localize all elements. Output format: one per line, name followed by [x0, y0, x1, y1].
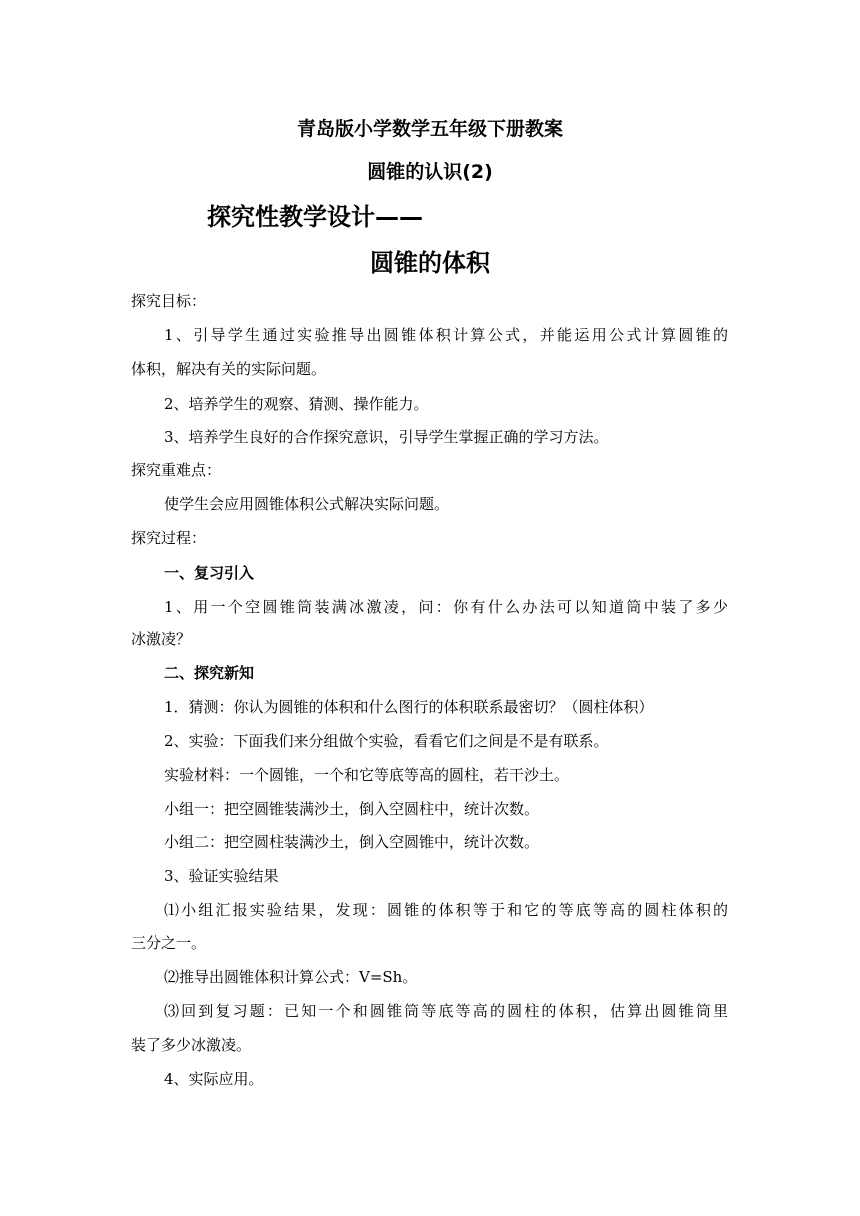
process-heading: 探究过程：	[131, 529, 207, 547]
materials-text: 实验材料：一个圆锥，一个和它等底等高的圆柱，若干沙土。	[164, 766, 570, 784]
apply-heading: 4、实际应用。	[164, 1070, 264, 1088]
group-1-text: 小组一：把空圆锥装满沙土，倒入空圆柱中，统计次数。	[164, 800, 540, 818]
document-title: 青岛版小学数学五年级下册教案	[296, 118, 563, 140]
part-2-heading: 二、探究新知	[164, 664, 255, 682]
experiment-text: 2、实验：下面我们来分组做个实验，看看它们之间是不是有联系。	[164, 732, 609, 750]
design-title: 探究性教学设计——	[207, 203, 423, 231]
verify-item-1-line-2: 三分之一。	[131, 934, 207, 952]
verify-heading: 3、验证实验结果	[164, 867, 279, 885]
verify-item-2: ⑵推导出圆锥体积计算公式：V=Sh。	[164, 968, 418, 986]
lesson-title: 圆锥的认识(2)	[367, 161, 493, 183]
goal-item-3: 3、培养学生良好的合作探究意识，引导学生掌握正确的学习方法。	[164, 428, 609, 446]
topic-title: 圆锥的体积	[370, 249, 490, 277]
part-1-item-line-2: 冰激凌？	[131, 630, 192, 648]
goal-item-1-line-1: 1、引导学生通过实验推导出圆锥体积计算公式，并能运用公式计算圆锥的	[164, 326, 728, 344]
guess-text: 1．猜测：你认为圆锥的体积和什么图行的体积联系最密切？（圆柱体积）	[164, 698, 654, 716]
key-points-heading: 探究重难点：	[131, 461, 222, 479]
goals-heading: 探究目标：	[131, 292, 207, 310]
goal-item-2: 2、培养学生的观察、猜测、操作能力。	[164, 395, 429, 413]
group-2-text: 小组二：把空圆柱装满沙土，倒入空圆锥中，统计次数。	[164, 833, 540, 851]
part-1-heading: 一、复习引入	[164, 564, 255, 582]
part-1-item-line-1: 1、用一个空圆锥筒装满冰激凌，问：你有什么办法可以知道筒中装了多少	[164, 598, 728, 616]
key-points-text: 使学生会应用圆锥体积公式解决实际问题。	[164, 495, 450, 513]
verify-item-3-line-2: 装了多少冰激凌。	[131, 1036, 252, 1054]
verify-item-1-line-1: ⑴小组汇报实验结果，发现：圆锥的体积等于和它的等底等高的圆柱体积的	[164, 901, 728, 919]
verify-item-3-line-1: ⑶回到复习题：已知一个和圆锥筒等底等高的圆柱的体积，估算出圆锥筒里	[164, 1002, 728, 1020]
goal-item-1-line-2: 体积，解决有关的实际问题。	[131, 360, 327, 378]
